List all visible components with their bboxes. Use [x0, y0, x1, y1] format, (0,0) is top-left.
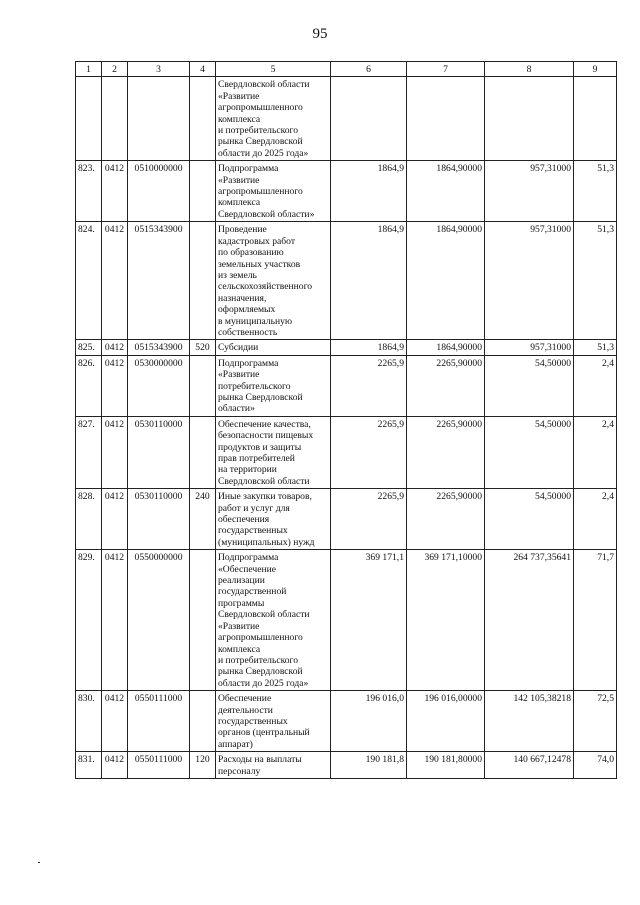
amount-col7-cell: 190 181,80000: [407, 752, 485, 779]
percent-cell: 72,5: [574, 691, 617, 752]
expense-type-cell: 520: [190, 340, 216, 355]
section-code-cell: 0412: [102, 550, 128, 691]
expense-type-cell: 120: [190, 752, 216, 779]
target-code-cell: 0550111000: [128, 691, 190, 752]
section-code-cell: 0412: [102, 416, 128, 488]
item-name-cell: Свердловской области «Развитие агропромышленного комплекса и потребительского рынка Свердловской области до 2025 года»: [216, 77, 331, 161]
target-code-cell: 0530110000: [128, 416, 190, 488]
header-cell: 4: [190, 62, 216, 77]
page-number: 95: [312, 26, 328, 42]
row-number-cell: 823.: [76, 161, 102, 222]
amount-col7-cell: 196 016,00000: [407, 691, 485, 752]
target-code-cell: 0530110000: [128, 489, 190, 550]
table-row: [76, 489, 617, 550]
header-cell: 3: [128, 62, 190, 77]
expense-type-cell: [190, 77, 216, 161]
percent-cell: 51,3: [574, 340, 617, 355]
amount-col8-cell: 54,50000: [485, 355, 574, 416]
expense-type-cell: [190, 550, 216, 691]
expense-type-cell: [190, 416, 216, 488]
amount-col7-cell: [407, 77, 485, 161]
section-code-cell: [102, 77, 128, 161]
section-code-cell: 0412: [102, 752, 128, 779]
target-code-cell: 0515343900: [128, 340, 190, 355]
table-row: [76, 340, 617, 355]
table-row: [76, 691, 617, 752]
item-name-cell: Субсидии: [216, 340, 331, 355]
item-name-cell: Обеспечение деятельности государственных органов (центральный аппарат): [216, 691, 331, 752]
item-name-cell: Расходы на выплаты персоналу: [216, 752, 331, 779]
header-cell: 9: [574, 62, 617, 77]
section-code-cell: 0412: [102, 340, 128, 355]
row-number-cell: 829.: [76, 550, 102, 691]
table-row: [76, 416, 617, 488]
expense-type-cell: [190, 355, 216, 416]
header-cell: 8: [485, 62, 574, 77]
section-code-cell: 0412: [102, 161, 128, 222]
amount-col6-cell: 190 181,8: [331, 752, 407, 779]
row-number-cell: 828.: [76, 489, 102, 550]
amount-col8-cell: 264 737,35641: [485, 550, 574, 691]
amount-col6-cell: 2265,9: [331, 355, 407, 416]
header-cell: 6: [331, 62, 407, 77]
section-code-cell: 0412: [102, 691, 128, 752]
section-code-cell: 0412: [102, 222, 128, 340]
amount-col6-cell: 1864,9: [331, 161, 407, 222]
amount-col6-cell: 369 171,1: [331, 550, 407, 691]
target-code-cell: 0550111000: [128, 752, 190, 779]
amount-col8-cell: 54,50000: [485, 416, 574, 488]
amount-col6-cell: 196 016,0: [331, 691, 407, 752]
amount-col6-cell: 1864,9: [331, 222, 407, 340]
target-code-cell: 0530000000: [128, 355, 190, 416]
percent-cell: 51,3: [574, 161, 617, 222]
table-header-row: [76, 62, 617, 77]
percent-cell: 2,4: [574, 416, 617, 488]
target-code-cell: [128, 77, 190, 161]
budget-table: [75, 61, 617, 779]
row-number-cell: 831.: [76, 752, 102, 779]
amount-col7-cell: 2265,90000: [407, 355, 485, 416]
target-code-cell: 0515343900: [128, 222, 190, 340]
row-number-cell: [76, 77, 102, 161]
amount-col6-cell: 2265,9: [331, 416, 407, 488]
amount-col8-cell: 140 667,12478: [485, 752, 574, 779]
table-row: [76, 752, 617, 779]
table-row: [76, 355, 617, 416]
amount-col8-cell: 957,31000: [485, 161, 574, 222]
row-number-cell: 830.: [76, 691, 102, 752]
expense-type-cell: [190, 222, 216, 340]
expense-type-cell: [190, 691, 216, 752]
item-name-cell: Проведение кадастровых работ по образованию земельных участков из земель сельскохозяйственного назначения, оформляемых в муниципальную собственность: [216, 222, 331, 340]
amount-col6-cell: 2265,9: [331, 489, 407, 550]
amount-col7-cell: 1864,90000: [407, 340, 485, 355]
header-cell: 7: [407, 62, 485, 77]
percent-cell: 2,4: [574, 489, 617, 550]
header-cell: 2: [102, 62, 128, 77]
row-number-cell: 826.: [76, 355, 102, 416]
target-code-cell: 0510000000: [128, 161, 190, 222]
amount-col8-cell: 54,50000: [485, 489, 574, 550]
item-name-cell: Подпрограмма «Развитие потребительского рынка Свердловской области»: [216, 355, 331, 416]
item-name-cell: Подпрограмма «Развитие агропромышленного комплекса Свердловской области»: [216, 161, 331, 222]
percent-cell: 51,3: [574, 222, 617, 340]
amount-col7-cell: 2265,90000: [407, 416, 485, 488]
amount-col7-cell: 369 171,10000: [407, 550, 485, 691]
amount-col7-cell: 2265,90000: [407, 489, 485, 550]
section-code-cell: 0412: [102, 489, 128, 550]
target-code-cell: 0550000000: [128, 550, 190, 691]
amount-col8-cell: [485, 77, 574, 161]
table-row: [76, 222, 617, 340]
percent-cell: 2,4: [574, 355, 617, 416]
row-number-cell: 824.: [76, 222, 102, 340]
table-row: [76, 77, 617, 161]
amount-col6-cell: 1864,9: [331, 340, 407, 355]
percent-cell: 74,0: [574, 752, 617, 779]
item-name-cell: Подпрограмма «Обеспечение реализации государственной программы Свердловской области «Развитие агропромышленного комплекса и потребительского рынка Свердловской области до 2025 года»: [216, 550, 331, 691]
section-code-cell: 0412: [102, 355, 128, 416]
amount-col7-cell: 1864,90000: [407, 161, 485, 222]
amount-col7-cell: 1864,90000: [407, 222, 485, 340]
amount-col8-cell: 957,31000: [485, 340, 574, 355]
amount-col6-cell: [331, 77, 407, 161]
table-row: [76, 550, 617, 691]
item-name-cell: Обеспечение качества, безопасности пищевых продуктов и защиты прав потребителей на территории Свердловской области: [216, 416, 331, 488]
scan-mark: [38, 862, 40, 863]
header-cell: 1: [76, 62, 102, 77]
row-number-cell: 825.: [76, 340, 102, 355]
amount-col8-cell: 142 105,38218: [485, 691, 574, 752]
expense-type-cell: 240: [190, 489, 216, 550]
percent-cell: [574, 77, 617, 161]
item-name-cell: Иные закупки товаров, работ и услуг для обеспечения государственных (муниципальных) нужд: [216, 489, 331, 550]
row-number-cell: 827.: [76, 416, 102, 488]
expense-type-cell: [190, 161, 216, 222]
amount-col8-cell: 957,31000: [485, 222, 574, 340]
table-row: [76, 161, 617, 222]
percent-cell: 71,7: [574, 550, 617, 691]
header-cell: 5: [216, 62, 331, 77]
